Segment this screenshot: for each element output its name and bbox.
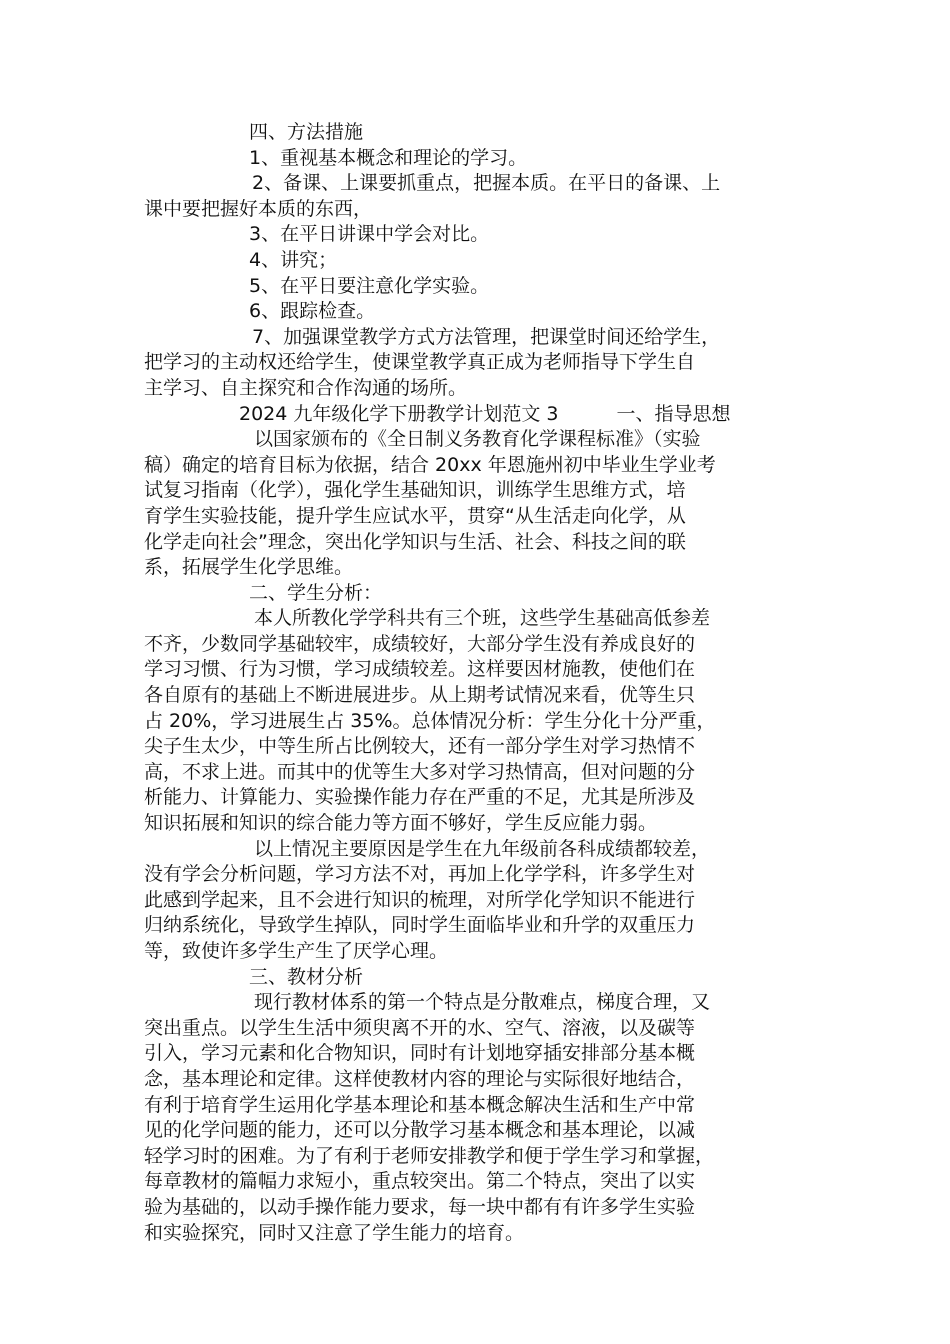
list-item-continuation: 主学习、自主探究和合作沟通的场所。	[144, 376, 468, 399]
paragraph-line: 稿）确定的培育目标为依据，结合 20xx 年恩施州初中毕业生学业考	[144, 453, 716, 476]
paragraph-line: 占 20%，学习进展生占 35%。总体情况分析：学生分化十分严重，	[144, 709, 716, 732]
document-body	[144, 120, 814, 1246]
list-item: 6、跟踪检查。	[249, 300, 376, 323]
paragraph-line: 育学生实验技能，提升学生应试水平，贯穿“从生活走向化学，从	[144, 504, 686, 527]
paragraph-line: 见的化学问题的能力，还可以分散学习基本概念和基本理论，以减	[144, 1119, 696, 1142]
list-item: 1、重视基本概念和理论的学习。	[249, 146, 528, 169]
list-item: 4、讲究；	[249, 248, 338, 271]
list-item: 7、加强课堂教学方式方法管理，把课堂时间还给学生，	[252, 325, 721, 348]
paragraph-line: 以上情况主要原因是学生在九年级前各科成绩都较差，	[254, 837, 711, 860]
list-item: 2、备课、上课要抓重点，把握本质。在平日的备课、上	[252, 172, 721, 195]
paragraph-line: 归纳系统化，导致学生掉队，同时学生面临毕业和升学的双重压力	[144, 914, 696, 937]
list-item: 3、在平日讲课中学会对比。	[249, 223, 490, 246]
section-heading: 四、方法措施	[249, 121, 364, 143]
paragraph-line: 知识拓展和知识的综合能力等方面不够好，学生反应能力弱。	[144, 812, 658, 835]
paragraph-line: 各自原有的基础上不断进展进步。从上期考试情况来看，优等生只	[144, 684, 696, 707]
paragraph-line: 引入，学习元素和化合物知识，同时有计划地穿插安排部分基本概	[144, 1042, 696, 1065]
paragraph-line: 轻学习时的困难。为了有利于老师安排教学和便于学生学习和掌握，	[144, 1144, 715, 1167]
document-title-row	[144, 402, 814, 428]
paragraph-line: 系，拓展学生化学思维。	[144, 556, 354, 579]
paragraph-line: 尖子生太少，中等生所占比例较大，还有一部分学生对学习热情不	[144, 735, 696, 758]
section-heading: 一、指导思想	[616, 402, 731, 425]
list-item: 5、在平日要注意化学实验。	[249, 274, 490, 297]
paragraph-line: 等，致使许多学生产生了厌学心理。	[144, 940, 449, 962]
paragraph-line: 以国家颁布的《全日制义务教育化学课程标准》（实验	[254, 428, 701, 451]
section-heading: 三、教材分析	[249, 965, 364, 988]
paragraph-line: 析能力、计算能力、实验操作能力存在严重的不足，尤其是所涉及	[144, 786, 696, 809]
paragraph-line: 不齐，少数同学基础较牢，成绩较好，大部分学生没有养成良好的	[144, 632, 696, 655]
paragraph-line: 没有学会分析问题，学习方法不对，再加上化学学科，许多学生对	[144, 863, 696, 886]
section-heading: 二、学生分析：	[249, 581, 383, 604]
paragraph-line: 高，不求上进。而其中的优等生大多对学习热情高，但对问题的分	[144, 760, 696, 783]
paragraph-line: 有利于培育学生运用化学基本理论和基本概念解决生活和生产中常	[144, 1093, 696, 1116]
document-title: 2024 九年级化学下册教学计划范文 3	[239, 402, 559, 425]
paragraph-line: 化学走向社会”理念，突出化学知识与生活、社会、科技之间的联	[144, 530, 686, 553]
paragraph-line: 现行教材体系的第一个特点是分散难点，梯度合理，又	[254, 991, 711, 1014]
paragraph-line: 本人所教化学学科共有三个班，这些学生基础高低参差	[254, 607, 711, 630]
list-item-continuation: 课中要把握好本质的东西，	[144, 197, 373, 220]
paragraph-line: 此感到学起来，且不会进行知识的梳理，对所学化学知识不能进行	[144, 888, 696, 911]
paragraph-line: 验为基础的，以动手操作能力要求，每一块中都有有许多学生实验	[144, 1195, 696, 1218]
paragraph-line: 试复习指南（化学），强化学生基础知识，训练学生思维方式，培	[144, 479, 686, 502]
paragraph-line: 和实验探究，同时又注意了学生能力的培育。	[144, 1221, 525, 1244]
paragraph-line: 每章教材的篇幅力求短小，重点较突出。第二个特点，突出了以实	[144, 1170, 696, 1193]
list-item-continuation: 把学习的主动权还给学生，使课堂教学真正成为老师指导下学生自	[144, 351, 696, 374]
paragraph-line: 突出重点。以学生生活中须臾离不开的水、空气、溶液，以及碳等	[144, 1016, 696, 1039]
paragraph-line: 念，基本理论和定律。这样使教材内容的理论与实际很好地结合，	[144, 1067, 696, 1090]
paragraph-line: 学习习惯、行为习惯，学习成绩较差。这样要因材施教，使他们在	[144, 658, 696, 681]
